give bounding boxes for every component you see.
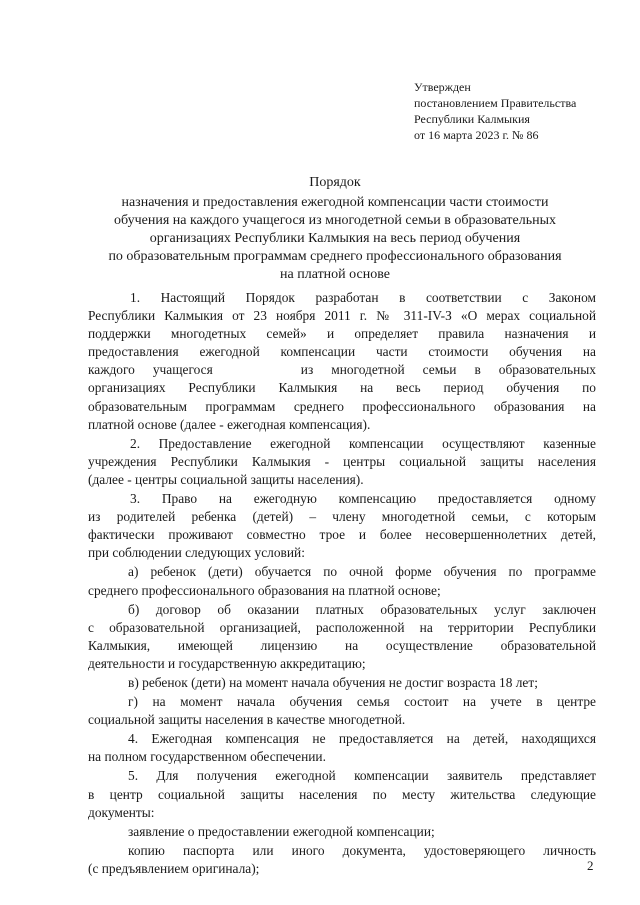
- text-line: (далее - центры социальной защиты населения).: [88, 471, 364, 487]
- text-line: среднего профессионального образования на платной основе;: [88, 582, 441, 598]
- approval-line: постановлением Правительства: [414, 96, 577, 110]
- text-line: предоставления ежегодной компенсации части стоимости обучения на: [88, 344, 596, 360]
- condition-b: [88, 601, 596, 673]
- text-fragment: каждого учащегося: [88, 362, 213, 378]
- text-line: фактически проживают совместно трое и более несовершеннолетних детей,: [88, 527, 596, 543]
- approval-line: от 16 марта 2023 г. № 86: [414, 128, 539, 142]
- text-line: (с предъявлением оригинала);: [88, 860, 260, 876]
- title-line: организациях Республики Калмыкия на весь период обучения: [149, 231, 521, 246]
- condition-v: [88, 674, 596, 692]
- text-line: документы:: [88, 804, 155, 820]
- text-line: г) на момент начала обучения семья состоит на учете в центре: [128, 694, 596, 710]
- title-line: на платной основе: [280, 267, 390, 282]
- approval-line: Утвержден: [414, 80, 471, 94]
- document-body: [88, 289, 596, 879]
- text-line: в центр социальной защиты населения по месту жительства следующие: [88, 786, 596, 802]
- text-line: с образовательной организацией, расположенной на территории Республики: [88, 619, 596, 635]
- text-line: б) договор об оказании платных образовательных услуг заключен: [128, 601, 596, 617]
- text-line: 5. Для получения ежегодной компенсации заявитель представляет: [128, 768, 596, 784]
- title-line: по образовательным программам среднего профессионального образования: [108, 249, 562, 264]
- approval-line: Республики Калмыкия: [414, 112, 530, 126]
- paragraph-3: [88, 490, 596, 562]
- text-line: на полном государственном обеспечении.: [88, 749, 326, 765]
- text-line: 1. Настоящий Порядок разработан в соответствии с Законом: [130, 290, 596, 305]
- text-line: а) ребенок (дети) обучается по очной форме обучения по программе: [128, 564, 596, 580]
- text-line: в) ребенок (дети) на момент начала обучения не достиг возраста 18 лет;: [128, 674, 538, 690]
- text-line: организациях Республики Калмыкия на весь период обучения по: [88, 380, 596, 396]
- title-line: обучения на каждого учащегося из многодетной семьи в образовательных: [113, 213, 557, 228]
- condition-a: [88, 563, 596, 599]
- document-item-2: [88, 842, 596, 878]
- text-line: Калмыкия, имеющей лицензию на осуществление образовательной: [88, 637, 596, 653]
- text-line: 4. Ежегодная компенсация не предоставляется на детей, находящихся: [128, 731, 596, 747]
- title-line: назначения и предоставления ежегодной компенсации части стоимости: [121, 195, 549, 210]
- text-line: [88, 361, 596, 379]
- text-line: 3. Право на ежегодную компенсацию предоставляется одному: [130, 491, 596, 507]
- text-line: социальной защиты населения в качестве многодетной.: [88, 712, 406, 728]
- text-fragment: из многодетной семьи в образовательных: [300, 362, 596, 378]
- text-line: поддержки многодетных семей» и определяет правила назначения и: [88, 326, 596, 342]
- text-line: из родителей ребенка (детей) – члену многодетной семьи, с которым: [88, 509, 596, 525]
- paragraph-5: [88, 767, 596, 821]
- text-line: учреждения Республики Калмыкия - центры социальной защиты населения: [88, 453, 596, 469]
- text-line: платной основе (далее - ежегодная компенсация).: [88, 416, 371, 432]
- document-title: [70, 174, 600, 284]
- text-line: образовательным программам среднего профессионального образования на: [88, 398, 596, 414]
- text-line: копию паспорта или иного документа, удостоверяющего личность: [128, 842, 596, 858]
- text-line: деятельности и государственную аккредитацию;: [88, 655, 366, 671]
- text-line: Республики Калмыкия от 23 ноября 2011 г. № 311-IV-З «О мерах социальной: [88, 308, 596, 324]
- paragraph-2: [88, 435, 596, 489]
- paragraph-1: [88, 289, 596, 434]
- paragraph-4: [88, 730, 596, 766]
- condition-g: [88, 693, 596, 729]
- text-line: заявление о предоставлении ежегодной компенсации;: [128, 823, 435, 839]
- page-number: 2: [587, 858, 594, 873]
- approval-stamp: [414, 79, 576, 143]
- document-item-1: [88, 823, 596, 841]
- text-line: 2. Предоставление ежегодной компенсации осуществляют казенные: [130, 435, 596, 451]
- text-line: при соблюдении следующих условий:: [88, 545, 305, 561]
- title-main: Порядок: [309, 175, 361, 190]
